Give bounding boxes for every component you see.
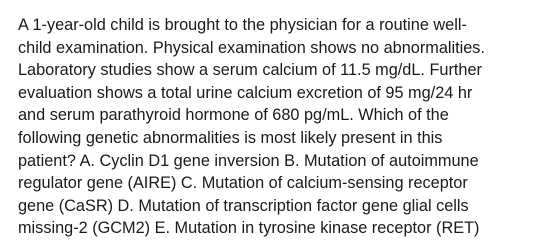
question-line: Laboratory studies show a serum calcium of 11.5 mg/dL. Further: [18, 61, 482, 80]
question-line: child examination. Physical examination shows no abnormalities.: [18, 38, 485, 57]
question-line: regulator gene (AIRE) C. Mutation of calcium-sensing receptor: [18, 174, 468, 193]
question-line: patient? A. Cyclin D1 gene inversion B. Mutation of autoimmune: [18, 151, 479, 170]
question-line: following genetic abnormalities is most likely present in this: [18, 128, 443, 147]
question-line: evaluation shows a total urine calcium excretion of 95 mg/24 hr: [18, 83, 473, 102]
question-line: missing-2 (GCM2) E. Mutation in tyrosine kinase receptor (RET): [18, 219, 480, 238]
question-line: and serum parathyroid hormone of 680 pg/mL. Which of the: [18, 106, 449, 125]
question-line: A 1-year-old child is brought to the physician for a routine well-: [18, 16, 467, 34]
question-line: gene (CaSR) D. Mutation of transcription factor gene glial cells: [18, 196, 469, 215]
